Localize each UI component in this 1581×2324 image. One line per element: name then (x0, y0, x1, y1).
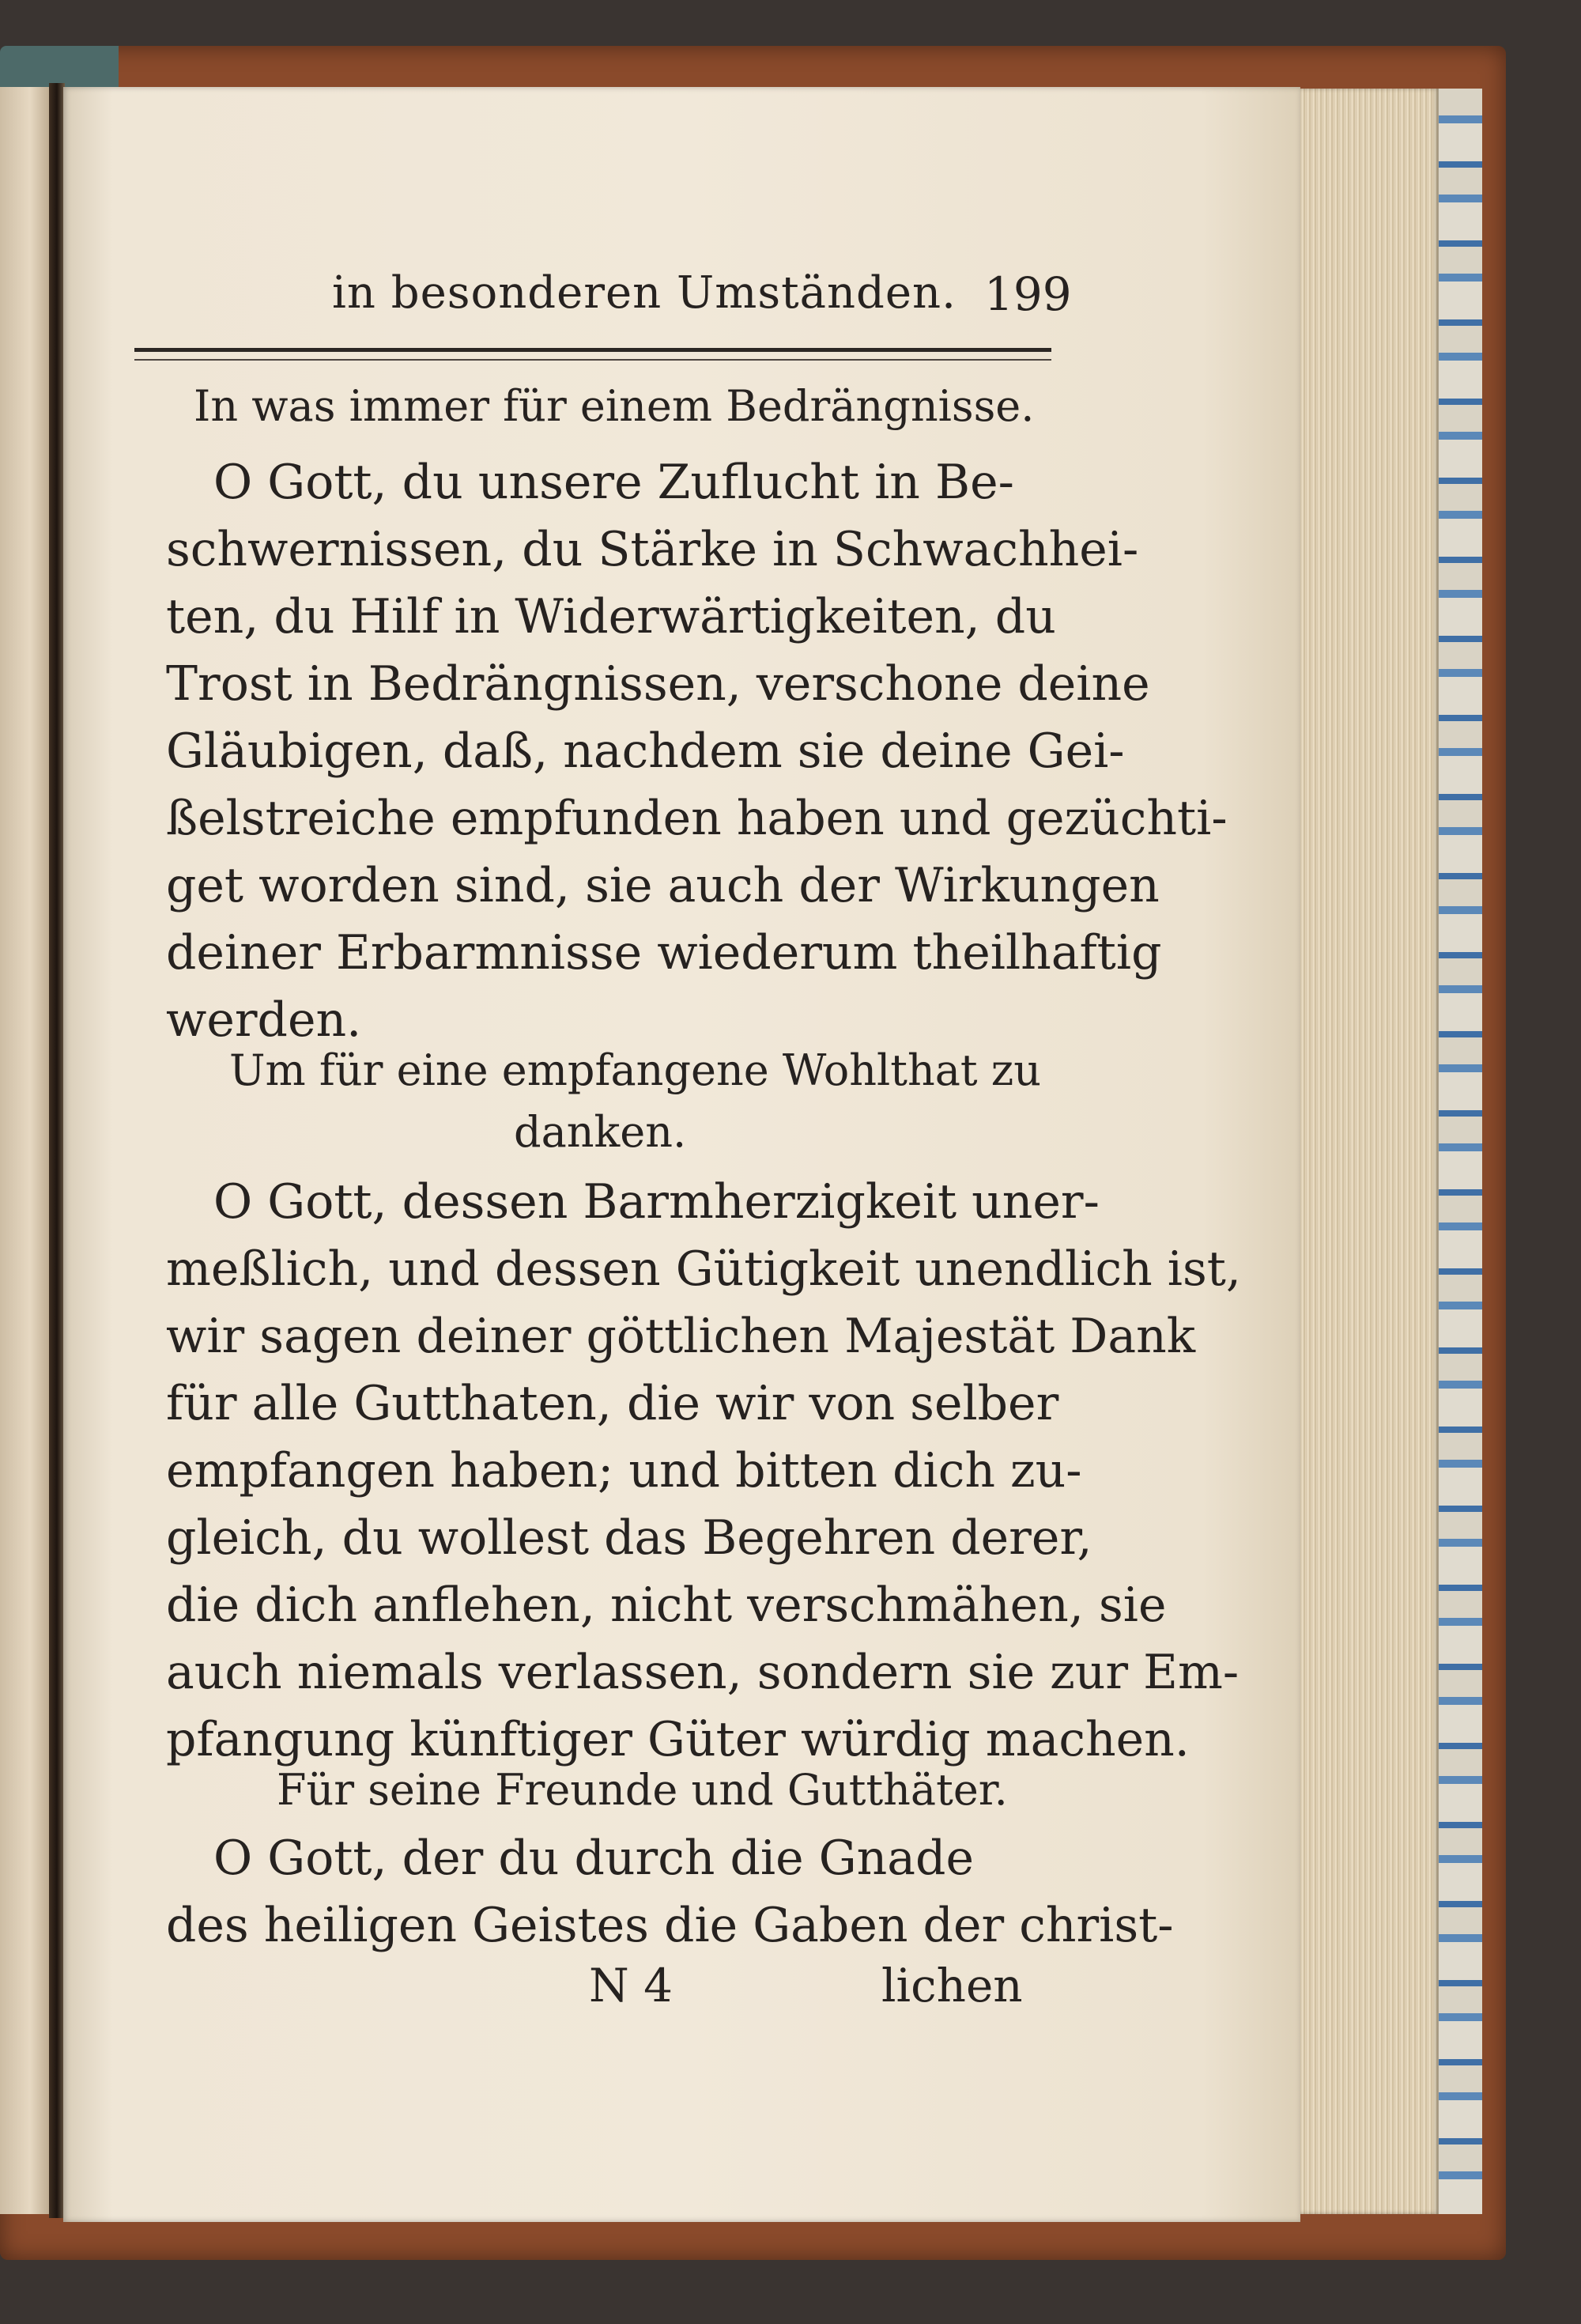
text-line: O Gott, dessen Barmherzigkeit uner- (213, 1174, 1100, 1230)
text-line: Gläubigen, daß, nachdem sie deine Gei- (166, 724, 1125, 779)
page-block-edges (1300, 89, 1439, 2214)
text-line: werden. (166, 992, 362, 1048)
running-head: in besonderen Umständen. (332, 267, 957, 319)
text-line: empfangen haben; und bitten dich zu- (166, 1443, 1082, 1498)
text-line: ßelstreiche empfunden haben und gezüchti- (166, 791, 1228, 846)
section-heading: Für seine Freunde und Gutthäter. (277, 1765, 1008, 1815)
text-line: Trost in Bedrängnissen, verschone deine (166, 656, 1150, 712)
book-gutter (49, 83, 65, 2218)
text-line: schwernissen, du Stärke in Schwachhei- (166, 522, 1139, 577)
text-line: get worden sind, sie auch der Wirkungen (166, 858, 1160, 913)
sprinkled-fore-edge (1439, 89, 1482, 2214)
text-line: wir sagen deiner göttlichen Majestät Dank (166, 1309, 1196, 1364)
text-line: auch niemals verlassen, sondern sie zur Em- (166, 1645, 1240, 1700)
text-line: O Gott, der du durch die Gnade (213, 1831, 974, 1886)
text-line: die dich anflehen, nicht verschmähen, sie (166, 1578, 1167, 1633)
signature-mark: N 4 (589, 1959, 674, 2012)
text-line: des heiligen Geistes die Gaben der christ- (166, 1898, 1174, 1953)
catchword: lichen (881, 1959, 1023, 2012)
text-line: meßlich, und dessen Gütigkeit unendlich ist, (166, 1241, 1241, 1297)
text-line: O Gott, du unsere Zuflucht in Be- (213, 455, 1014, 510)
section-heading-continued: danken. (514, 1107, 687, 1157)
page-number: 199 (984, 267, 1072, 321)
text-line: pfangung künftiger Güter würdig machen. (166, 1712, 1190, 1767)
section-heading: In was immer für einem Bedrängnisse. (194, 381, 1035, 431)
section-heading: Um für eine empfangene Wohlthat zu (229, 1045, 1042, 1095)
text-line: ten, du Hilf in Widerwärtigkeiten, du (166, 589, 1056, 644)
header-rule (134, 348, 1051, 352)
header-rule-thin (134, 359, 1051, 361)
text-line: deiner Erbarmnisse wiederum theilhaftig (166, 925, 1162, 981)
text-line: gleich, du wollest das Begehren derer, (166, 1510, 1092, 1566)
text-line: für alle Gutthaten, die wir von selber (166, 1376, 1059, 1431)
